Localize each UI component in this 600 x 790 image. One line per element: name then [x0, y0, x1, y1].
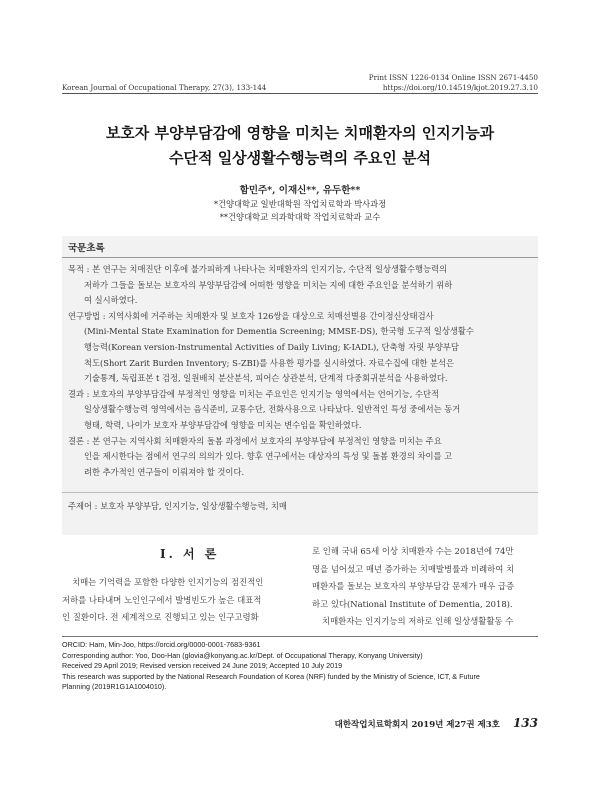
- abstract-line: 결과 : 보호자의 부양부담감에 부정적인 영향을 미치는 주요인은 인지기능 영역에서는 언어기능, 수단적: [68, 388, 440, 399]
- body-line: 인 질환이다. 전 세계적으로 진행되고 있는 인구고령화: [62, 612, 259, 623]
- page-footer: [335, 712, 538, 731]
- section-title-introduction: Ⅰ. 서 론: [160, 547, 220, 561]
- abstract-line: 목적 : 본 연구는 치매진단 이후에 불가피하게 나타나는 치매환자의 인지기능, 수단적 일상생활수행능력의: [68, 264, 448, 274]
- footnote-funding-cont: Planning (2019R1G1A1004010).: [62, 682, 167, 692]
- keywords-rule: [62, 492, 538, 493]
- abstract-line: (Mini-Mental State Examination for Dementia Screening; MMSE-DS), 한국형 도구적 일상생활수: [84, 326, 474, 337]
- footer-journal: 대한작업치료학회지 2019년 제27권 제3호: [334, 720, 500, 730]
- footnote-rule: [62, 636, 538, 637]
- abstract-line: 행능력(Korean version-Instrumental Activities of Daily Living; K-IADL), 단축형 자릿 부양부담: [84, 341, 459, 352]
- keywords-row: [68, 499, 287, 515]
- footnote-corresponding-author: Corresponding author: Yoo, Doo-Han (glovia@konyang.ac.kr/Dept. of Occupational Therapy, Konyang University): [62, 650, 423, 660]
- body-line: 명을 넘어섰고 매년 증가하는 치매발병률과 비례하여 치: [312, 563, 515, 574]
- author-list: 함민주*, 이재신**, 유두한**: [239, 185, 361, 196]
- body-line: 치매환자는 인지기능의 저하로 인해 일상생활활동 수: [322, 616, 514, 627]
- header-rule: [62, 93, 538, 94]
- keywords-label: 주제어 :: [68, 501, 98, 511]
- abstract-box: [62, 236, 538, 535]
- body-line: 저하를 나타내며 노인인구에서 발병빈도가 높은 대표적: [62, 594, 262, 605]
- abstract-heading: 국문초록: [68, 243, 105, 254]
- affiliation-2: **건양대학교 의과학대학 작업치료학과 교수: [219, 212, 381, 222]
- body-line: 로 인해 국내 65세 이상 치매환자 수는 2018년에 74만: [312, 546, 514, 556]
- abstract-line: 연구방법 : 지역사회에 거주하는 치매환자 및 보호자 126쌍을 대상으로 치매선별용 간이정신상태검사: [68, 310, 434, 321]
- affiliation-1: *건양대학교 일반대학원 작업치료학과 박사과정: [213, 199, 387, 209]
- abstract-line: 저하가 그들을 돌보는 보호자의 부양부담감에 어떠한 영향을 미치는 지에 대한 주요인을 분석하기 위하: [84, 279, 453, 290]
- body-line: 치매는 기억력을 포함한 다양한 인지기능의 점진적인: [72, 577, 264, 587]
- abstract-line: 형태, 학력, 나이가 보호자 부양부담감에 영향을 미치는 변수임을 확인하였다.: [84, 419, 362, 430]
- footnote-funding: This research was supported by the National Research Foundation of Korea (NRF) funded by the Ministry of Science, ICT, & Future: [62, 671, 480, 681]
- keywords-text: 보호자 부양부담, 인지기능, 일상생활수행능력, 치매: [100, 501, 287, 511]
- abstract-line: 척도(Short Zarit Burden Inventory; S-ZBI)를 사용한 평가를 실시하였다. 자료수집에 대한 분석은: [84, 357, 455, 368]
- abstract-line: 일상생활수행능력 영역에서는 음식준비, 교통수단, 전화사용으로 나타났다. 일반적인 특성 중에서는 동거: [84, 404, 461, 415]
- intro-left-column: [62, 574, 263, 627]
- abstract-body: [68, 262, 474, 480]
- footnote-orcid: ORCID: Ham, Min-Joo, https://orcid.org/0000-0001-7683-9361: [62, 640, 261, 649]
- issn-line: Print ISSN 1226-0134 Online ISSN 2671-4450: [368, 73, 538, 82]
- body-line: 하고 있다(National Institute of Dementia, 2018).: [312, 598, 513, 609]
- intro-right-column: [312, 543, 514, 631]
- abstract-line: 기술통계, 독립표본 t 검정, 일원배치 분산분석, 피어슨 상관분석, 단계적 다중회귀분석을 사용하였다.: [84, 373, 448, 384]
- footnote-received: Received 29 April 2019; Revised version received 24 June 2019; Accepted 10 July 2019: [62, 661, 343, 671]
- journal-citation: Korean Journal of Occupational Therapy, 27(3), 133-144: [62, 83, 267, 92]
- page-number: 133: [512, 716, 538, 730]
- abstract-heading-rule: [62, 257, 538, 258]
- paper-title-line-1: 보호자 부양부담감에 영향을 미치는 치매환자의 인지기능과: [105, 124, 495, 142]
- abstract-line: 려한 추가적인 연구들이 이뤄져야 할 것이다.: [84, 466, 245, 477]
- body-line: 매환자를 돌보는 보호자의 부양부담감 문제가 매우 급증: [312, 581, 515, 592]
- footnotes: [62, 640, 480, 693]
- abstract-line: 여 실시하였다.: [84, 295, 138, 306]
- abstract-line: 결론 : 본 연구는 지역사회 치매환자의 돌봄 과정에서 보호자의 부양부담에 부정적인 영향을 미치는 주요: [68, 435, 442, 446]
- paper-title-line-2: 수단적 일상생활수행능력의 주요인 분석: [169, 149, 431, 167]
- abstract-line: 인을 제시한다는 점에서 연구의 의의가 있다. 향후 연구에서는 대상자의 특성 및 돌봄 환경의 차이를 고: [84, 451, 453, 462]
- doi-link[interactable]: https://doi.org/10.14519/kjot.2019.27.3.10: [382, 83, 538, 92]
